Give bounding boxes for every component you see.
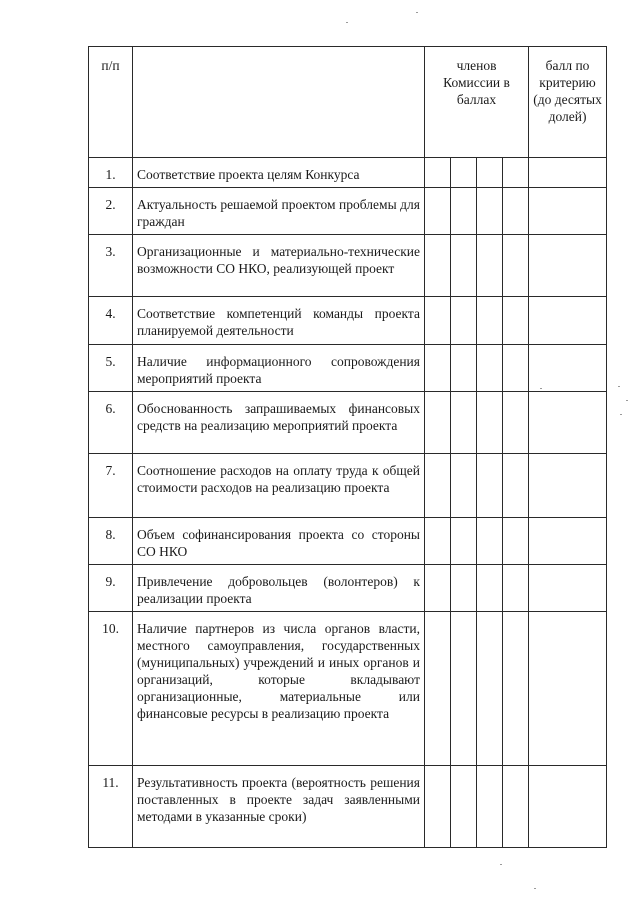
member-score-cell[interactable]	[503, 235, 529, 297]
member-score-cell[interactable]	[425, 454, 451, 518]
header-score-cell: балл по критерию (до десятых долей)	[529, 47, 607, 158]
row-number: 3.	[89, 235, 133, 297]
member-score-cell[interactable]	[425, 235, 451, 297]
criterion-score-cell[interactable]	[529, 518, 607, 565]
member-score-cell[interactable]	[425, 297, 451, 345]
row-number: 1.	[89, 158, 133, 188]
table-row	[89, 518, 607, 565]
member-score-cell[interactable]	[477, 158, 503, 188]
member-score-cell[interactable]	[503, 612, 529, 766]
scan-speck	[416, 12, 418, 13]
criterion-score-cell[interactable]	[529, 392, 607, 454]
member-score-cell[interactable]	[477, 345, 503, 392]
member-score-cell[interactable]	[425, 188, 451, 235]
criterion-score-cell[interactable]	[529, 766, 607, 848]
scan-speck	[626, 400, 628, 401]
header-members-cell: членов Комиссии в баллах	[425, 47, 529, 158]
member-score-cell[interactable]	[425, 158, 451, 188]
row-number: 2.	[89, 188, 133, 235]
table-row	[89, 565, 607, 612]
member-score-cell[interactable]	[451, 345, 477, 392]
member-score-cell[interactable]	[503, 158, 529, 188]
member-score-cell[interactable]	[503, 188, 529, 235]
row-number: 5.	[89, 345, 133, 392]
row-number: 8.	[89, 518, 133, 565]
member-score-cell[interactable]	[425, 766, 451, 848]
member-score-cell[interactable]	[451, 766, 477, 848]
scan-speck	[500, 864, 502, 865]
member-score-cell[interactable]	[503, 297, 529, 345]
member-score-cell[interactable]	[503, 345, 529, 392]
member-score-cell[interactable]	[503, 565, 529, 612]
member-score-cell[interactable]	[451, 454, 477, 518]
member-score-cell[interactable]	[451, 565, 477, 612]
criterion-text: Наличие информационного сопровождения мероприятий проекта	[133, 345, 425, 392]
criterion-text: Актуальность решаемой проектом проблемы для граждан	[133, 188, 425, 235]
table-header-row	[89, 47, 607, 158]
row-number: 6.	[89, 392, 133, 454]
member-score-cell[interactable]	[477, 518, 503, 565]
criterion-score-cell[interactable]	[529, 188, 607, 235]
scan-speck	[534, 888, 536, 889]
member-score-cell[interactable]	[425, 345, 451, 392]
row-number: 7.	[89, 454, 133, 518]
criterion-score-cell[interactable]	[529, 345, 607, 392]
member-score-cell[interactable]	[503, 392, 529, 454]
member-score-cell[interactable]	[477, 392, 503, 454]
scan-speck	[620, 414, 622, 415]
criterion-text: Организационные и материально-технические возможности СО НКО, реализующей проект	[133, 235, 425, 297]
row-number: 9.	[89, 565, 133, 612]
criterion-text: Результативность проекта (вероятность решения поставленных в проекте задач заявленными методами в указанные сроки)	[133, 766, 425, 848]
row-number: 10.	[89, 612, 133, 766]
row-number: 11.	[89, 766, 133, 848]
table-row	[89, 454, 607, 518]
member-score-cell[interactable]	[477, 766, 503, 848]
criterion-score-cell[interactable]	[529, 565, 607, 612]
criterion-score-cell[interactable]	[529, 612, 607, 766]
member-score-cell[interactable]	[451, 297, 477, 345]
member-score-cell[interactable]	[477, 454, 503, 518]
criterion-text: Соотношение расходов на оплату труда к общей стоимости расходов на реализацию проекта	[133, 454, 425, 518]
criterion-text: Наличие партнеров из числа органов власти, местного самоуправления, государственных (муниципальных) учреждений и иных органов и организаций, которые вкладывают организационные, материальные или финансовые ресурсы в реализацию проекта	[133, 612, 425, 766]
criterion-score-cell[interactable]	[529, 454, 607, 518]
criterion-text: Обоснованность запрашиваемых финансовых средств на реализацию мероприятий проекта	[133, 392, 425, 454]
criterion-text: Привлечение добровольцев (волонтеров) к реализации проекта	[133, 565, 425, 612]
member-score-cell[interactable]	[451, 188, 477, 235]
row-number: 4.	[89, 297, 133, 345]
member-score-cell[interactable]	[451, 612, 477, 766]
table-row	[89, 612, 607, 766]
member-score-cell[interactable]	[425, 565, 451, 612]
header-criterion-cell	[133, 47, 425, 158]
table-row	[89, 235, 607, 297]
scan-speck	[540, 388, 542, 389]
member-score-cell[interactable]	[503, 766, 529, 848]
criterion-score-cell[interactable]	[529, 158, 607, 188]
table-row	[89, 297, 607, 345]
scan-speck	[346, 22, 348, 23]
member-score-cell[interactable]	[451, 158, 477, 188]
member-score-cell[interactable]	[451, 518, 477, 565]
header-num-cell: п/п	[89, 47, 133, 158]
table-row	[89, 188, 607, 235]
member-score-cell[interactable]	[451, 235, 477, 297]
member-score-cell[interactable]	[503, 454, 529, 518]
member-score-cell[interactable]	[451, 392, 477, 454]
member-score-cell[interactable]	[477, 188, 503, 235]
scan-speck	[618, 386, 620, 387]
criterion-text: Объем софинансирования проекта со стороны СО НКО	[133, 518, 425, 565]
criterion-score-cell[interactable]	[529, 297, 607, 345]
member-score-cell[interactable]	[425, 518, 451, 565]
table-row	[89, 766, 607, 848]
criterion-text: Соответствие проекта целям Конкурса	[133, 158, 425, 188]
member-score-cell[interactable]	[503, 518, 529, 565]
member-score-cell[interactable]	[477, 565, 503, 612]
member-score-cell[interactable]	[477, 297, 503, 345]
table-row	[89, 158, 607, 188]
member-score-cell[interactable]	[477, 235, 503, 297]
criterion-text: Соответствие компетенций команды проекта планируемой деятельности	[133, 297, 425, 345]
table-row	[89, 345, 607, 392]
member-score-cell[interactable]	[425, 612, 451, 766]
table-row	[89, 392, 607, 454]
criterion-score-cell[interactable]	[529, 235, 607, 297]
member-score-cell[interactable]	[477, 612, 503, 766]
evaluation-criteria-table	[88, 46, 607, 848]
member-score-cell[interactable]	[425, 392, 451, 454]
